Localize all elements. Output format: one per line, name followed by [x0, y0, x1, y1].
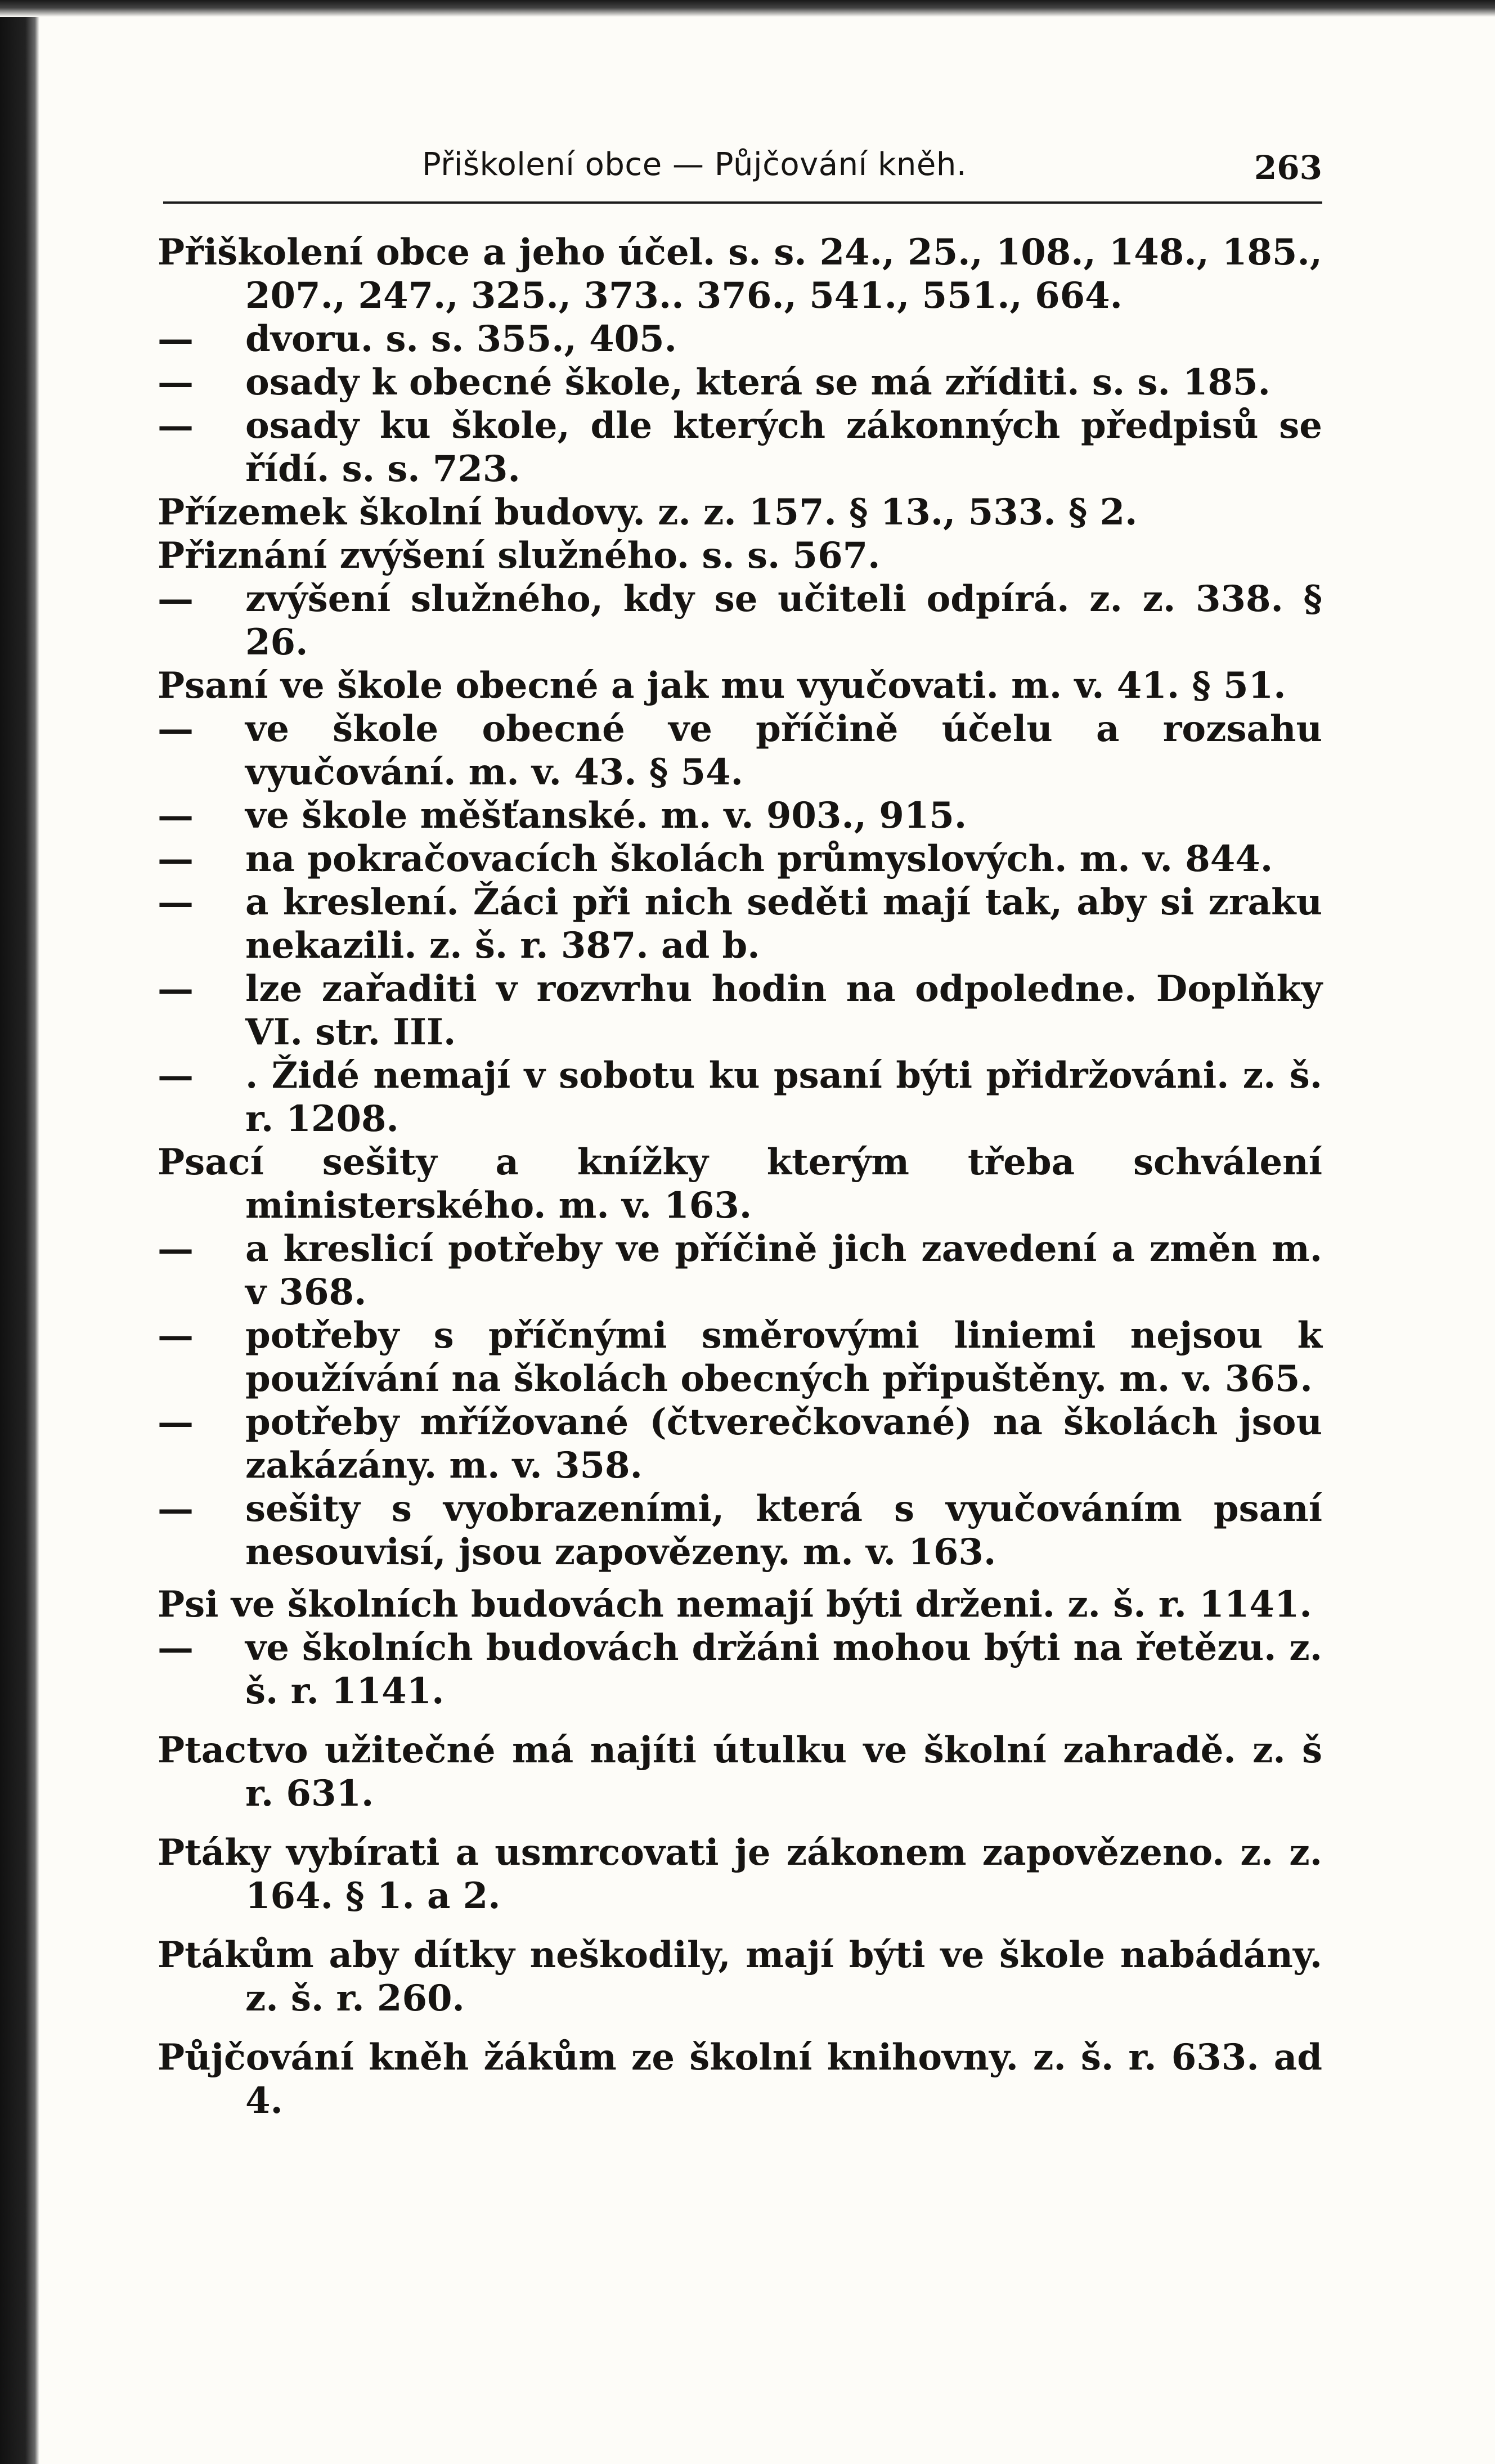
index-entry-main: Psací sešity a knížky kterým třeba schválení ministerského. m. v. 163.: [158, 1141, 1322, 1227]
index-entry-sub: — a kreslení. Žáci při nich seděti mají tak, aby si zraku nekazili. z. š. r. 387. ad b.: [158, 881, 1322, 967]
index-entry-sub: — sešity s vyobrazeními, která s vyučováním psaní nesouvisí, jsou zapovězeny. m. v. 163.: [158, 1488, 1322, 1573]
index-entry-main: Psi ve školních budovách nemají býti drženi. z. š. r. 1141.: [158, 1583, 1312, 1626]
book-page: [158, 135, 1322, 2122]
index-entry-main: Ptactvo užitečné má najíti útulku ve školní zahradě. z. š r. 631.: [158, 1729, 1322, 1815]
index-entry-sub: — ve školních budovách držáni mohou býti na řetězu. z. š. r. 1141.: [158, 1627, 1322, 1712]
index-entry-sub: — osady k obecné škole, která se má zříditi. s. s. 185.: [158, 361, 1270, 403]
running-title: Přiškolení obce — Půjčování kněh.: [422, 146, 967, 183]
index-entry-sub: — ve škole obecné ve příčině účelu a rozsahu vyučování. m. v. 43. § 54.: [158, 708, 1322, 793]
index-entry-main: Půjčování kněh žákům ze školní knihovny. z. š. r. 633. ad 4.: [158, 2036, 1322, 2122]
index-entry-sub: — ve škole měšťanské. m. v. 903., 915.: [158, 795, 967, 837]
index-entry-sub: — zvýšení služného, kdy se učiteli odpírá. z. z. 338. § 26.: [158, 578, 1322, 663]
index-entry-sub: — . Židé nemají v sobotu ku psaní býti přidržováni. z. š. r. 1208.: [158, 1054, 1322, 1140]
header-rule: [163, 201, 1322, 204]
scan-binding-edge: [0, 0, 39, 2464]
index-entry-sub: — potřeby s příčnými směrovými liniemi nejsou k používání na školách obecných připuštěny. m. v. 365.: [158, 1314, 1322, 1400]
page-number: 263: [1254, 149, 1322, 187]
index-entry-main: Přiznání zvýšení služného. s. s. 567.: [158, 535, 881, 577]
index-entry-main: Přiškolení obce a jeho účel. s. s. 24., 25., 108., 148., 185., 207., 247., 325., 373.. 376., 541., 551., 664.: [158, 231, 1322, 317]
index-entry-sub: — lze zařaditi v rozvrhu hodin na odpoledne. Doplňky VI. str. III.: [158, 968, 1322, 1053]
index-entry-main: Přízemek školní budovy. z. z. 157. § 13., 533. § 2.: [158, 491, 1138, 533]
running-head: [158, 135, 1322, 197]
index-entry-sub: — dvoru. s. s. 355., 405.: [158, 318, 677, 360]
index-entry-sub: — na pokračovacích školách průmyslových. m. v. 844.: [158, 838, 1273, 880]
index-entry-sub: — potřeby mřížované (čtverečkované) na školách jsou zakázány. m. v. 358.: [158, 1401, 1322, 1487]
index-entry-sub: — osady ku škole, dle kterých zákonných předpisů se řídí. s. s. 723.: [158, 405, 1322, 490]
index-entries: [158, 231, 1322, 2122]
scan-top-edge: [0, 0, 1495, 17]
index-entry-sub: — a kreslicí potřeby ve příčině jich zavedení a změn m. v 368.: [158, 1228, 1322, 1313]
index-entry-main: Ptákům aby dítky neškodily, mají býti ve škole nabádány. z. š. r. 260.: [158, 1934, 1322, 2019]
index-entry-main: Ptáky vybírati a usmrcovati je zákonem zapovězeno. z. z. 164. § 1. a 2.: [158, 1832, 1322, 1917]
index-entry-main: Psaní ve škole obecné a jak mu vyučovati. m. v. 41. § 51.: [158, 665, 1286, 707]
